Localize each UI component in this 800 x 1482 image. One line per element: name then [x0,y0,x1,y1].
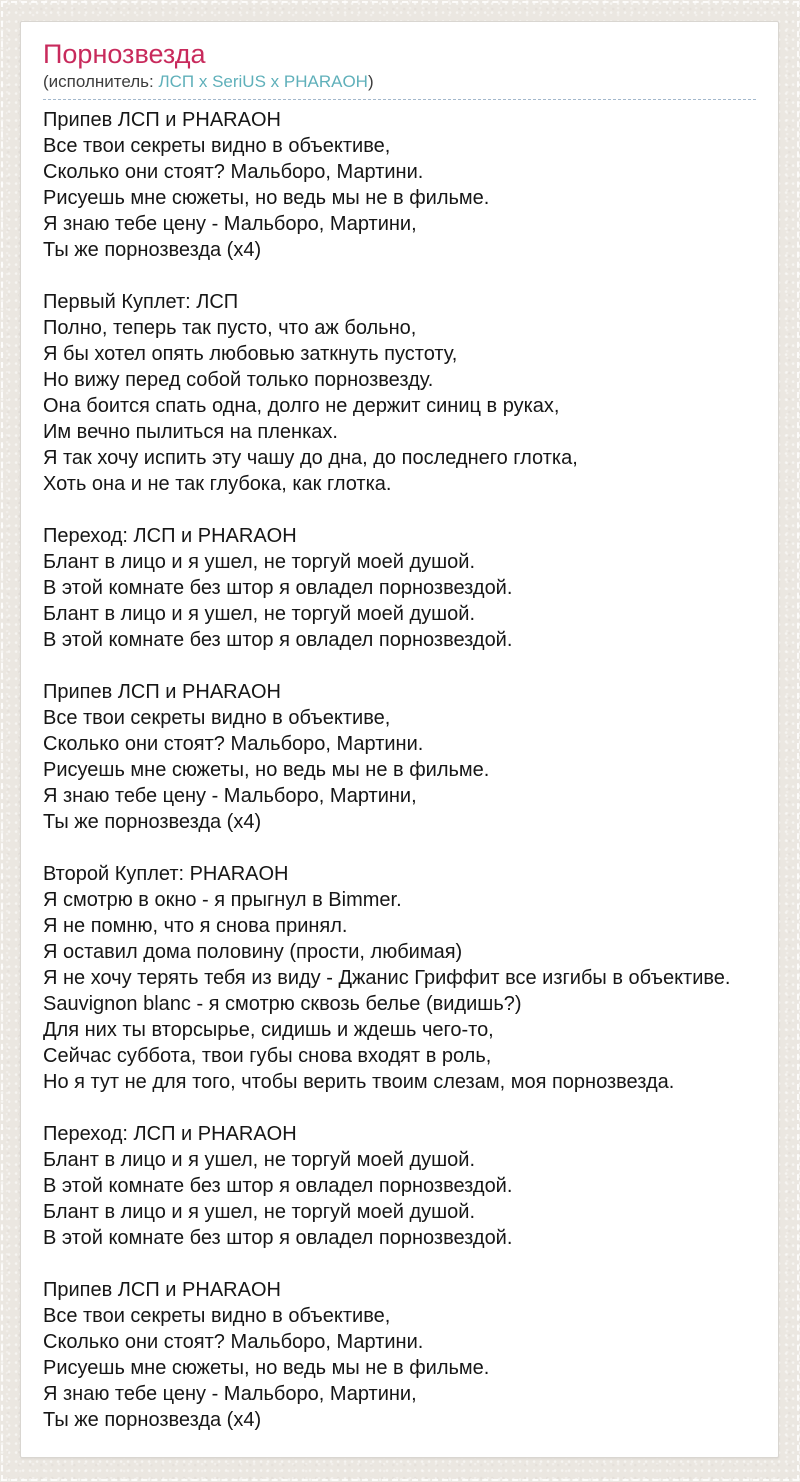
lyric-line: Хоть она и не так глубока, как глотка. [43,473,392,495]
lyric-line: Блант в лицо и я ушел, не торгуй моей душой. [43,603,476,625]
lyric-line: В этой комнате без штор я овладел порнозвездой. [43,577,513,599]
stanza [43,861,756,1095]
lyric-line: Переход: ЛСП и PHARAOH [43,1123,297,1145]
lyric-line: Ты же порнозвезда (x4) [43,239,262,261]
lyric-line: Sauvignon blanc - я смотрю сквозь белье (видишь?) [43,993,522,1015]
lyric-line: Но я тут не для того, чтобы верить твоим слезам, моя порнозвезда. [43,1071,675,1093]
artist-suffix: ) [367,72,374,91]
lyric-line: Все твои секреты видно в объективе, [43,707,391,729]
stanza [43,679,756,835]
lyric-line: Первый Куплет: ЛСП [43,291,239,313]
artist-separator: x [194,72,213,91]
stanza [43,1121,756,1251]
lyric-line: Она боится спать одна, долго не держит синиц в руках, [43,395,560,417]
lyric-line: Блант в лицо и я ушел, не торгуй моей душой. [43,551,476,573]
lyric-line: Сколько они стоят? Мальборо, Мартини. [43,161,424,183]
artist-prefix: (исполнитель: [43,72,159,91]
lyric-line: Ты же порнозвезда (x4) [43,811,262,833]
lyric-line: Для них ты вторсырье, сидишь и ждешь чего-то, [43,1019,494,1041]
lyric-line: Рисуешь мне сюжеты, но ведь мы не в фильме. [43,187,490,209]
lyric-line: Припев ЛСП и PHARAOH [43,681,281,703]
lyric-line: Я знаю тебе цену - Мальборо, Мартини, [43,213,417,235]
lyric-line: Переход: ЛСП и PHARAOH [43,525,297,547]
lyric-line: Я не хочу терять тебя из виду - Джанис Гриффит все изгибы в объективе. [43,967,731,989]
artist-links [158,72,368,91]
lyric-line: Припев ЛСП и PHARAOH [43,1279,281,1301]
song-title: Порнозвезда [43,39,206,69]
stanza [43,523,756,653]
lyric-line: Я знаю тебе цену - Мальборо, Мартини, [43,785,417,807]
artist-separator: x [265,72,284,91]
lyric-line: Сколько они стоят? Мальборо, Мартини. [43,733,424,755]
lyric-line: Рисуешь мне сюжеты, но ведь мы не в фильме. [43,759,490,781]
lyric-line: Второй Куплет: PHARAOH [43,863,289,885]
lyric-line: Все твои секреты видно в объективе, [43,1305,391,1327]
artist-link-3[interactable]: PHARAOH [283,72,368,91]
artist-link-2[interactable]: SeriUS [212,72,266,91]
lyric-line: В этой комнате без штор я овладел порнозвездой. [43,629,513,651]
artist-link-1[interactable]: ЛСП [158,72,195,91]
lyric-line: В этой комнате без штор я овладел порнозвездой. [43,1175,513,1197]
lyric-line: Блант в лицо и я ушел, не торгуй моей душой. [43,1201,476,1223]
lyric-line: Я оставил дома половину (прости, любимая) [43,941,463,963]
lyrics-card [20,21,779,1458]
lyric-line: Рисуешь мне сюжеты, но ведь мы не в фильме. [43,1357,490,1379]
lyrics-text [43,107,756,1433]
stanza [43,107,756,263]
lyric-line: Я знаю тебе цену - Мальборо, Мартини, [43,1383,417,1405]
dotted-divider [43,99,756,100]
stanza [43,289,756,497]
lyric-line: Полно, теперь так пусто, что аж больно, [43,317,417,339]
lyric-line: Я бы хотел опять любовью заткнуть пустоту, [43,343,458,365]
lyric-line: Сколько они стоят? Мальборо, Мартини. [43,1331,424,1353]
lyric-line: Я так хочу испить эту чашу до дна, до последнего глотка, [43,447,578,469]
lyric-line: Припев ЛСП и PHARAOH [43,109,281,131]
lyric-line: Им вечно пылиться на пленках. [43,421,338,443]
lyric-line: В этой комнате без штор я овладел порнозвездой. [43,1227,513,1249]
stanza [43,1277,756,1433]
lyric-line: Блант в лицо и я ушел, не торгуй моей душой. [43,1149,476,1171]
artist-line [43,71,756,92]
lyric-line: Ты же порнозвезда (x4) [43,1409,262,1431]
lyric-line: Сейчас суббота, твои губы снова входят в роль, [43,1045,492,1067]
lyric-line: Все твои секреты видно в объективе, [43,135,391,157]
lyric-line: Я смотрю в окно - я прыгнул в Bimmer. [43,889,402,911]
lyric-line: Но вижу перед собой только порнозвезду. [43,369,434,391]
lyric-line: Я не помню, что я снова принял. [43,915,348,937]
